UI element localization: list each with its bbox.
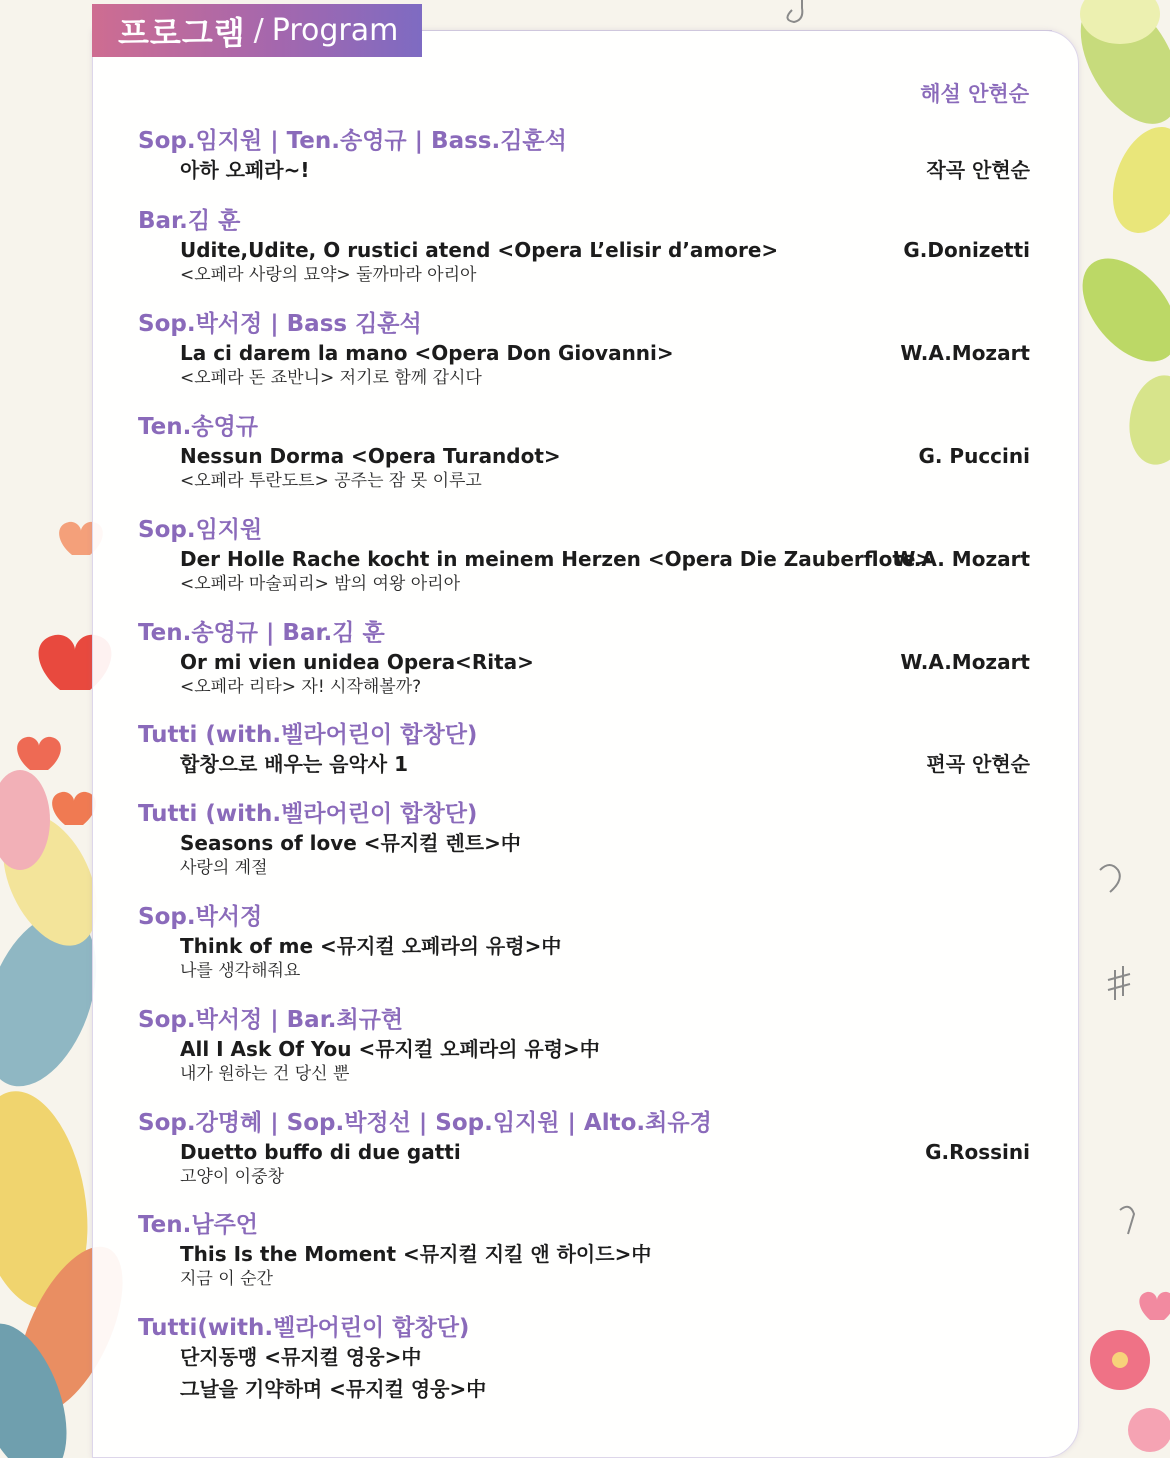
program-item — [138, 902, 1030, 982]
performers: Sop.박서정 | Bass 김훈석 — [138, 311, 422, 337]
composer: G.Donizetti — [903, 238, 1030, 262]
piece-subtitle: <오페라 마술피리> 밤의 여왕 아리아 — [180, 574, 461, 594]
composer: G. Puccini — [918, 444, 1030, 468]
program-item — [138, 412, 1030, 492]
title-separator: / — [253, 13, 264, 48]
piece-title: 그날을 기약하며 <뮤지컬 영웅>中 — [180, 1377, 487, 1401]
piece-title: Der Holle Rache kocht in meinem Herzen <Opera Die Zauberflote> — [180, 547, 933, 571]
piece-title: This Is the Moment <뮤지컬 지킬 앤 하이드>中 — [180, 1242, 652, 1266]
piece-title: Udite,Udite, O rustici atend <Opera L’elisir d’amore> — [180, 238, 779, 262]
piece-subtitle: 나를 생각해줘요 — [180, 961, 301, 981]
program-item — [138, 515, 1030, 595]
performers: Sop.임지원 | Ten.송영규 | Bass.김훈석 — [138, 128, 567, 154]
composer: 작곡 안현순 — [926, 158, 1030, 182]
piece-title: 아하 오페라~! — [180, 158, 310, 182]
program-item — [138, 1313, 1030, 1403]
piece-subtitle: <오페라 사랑의 묘약> 둘까마라 아리아 — [180, 265, 477, 285]
program-item — [138, 206, 1030, 286]
piece-subtitle: 사랑의 계절 — [180, 858, 268, 878]
performers: Tutti (with.벨라어린이 합창단) — [138, 722, 478, 748]
piece-subtitle: <오페라 리타> 자! 시작해볼까? — [180, 677, 422, 697]
performers: Ten.송영규 — [138, 414, 258, 440]
composer: 편곡 안현순 — [926, 752, 1030, 776]
performers: Ten.송영규 | Bar.김 훈 — [138, 620, 385, 646]
program-title-korean: 프로그램 — [118, 13, 246, 52]
program-header-tab — [92, 4, 422, 57]
piece-title: Seasons of love <뮤지컬 렌트>中 — [180, 831, 521, 855]
piece-title: Think of me <뮤지컬 오페라의 유령>中 — [180, 934, 562, 958]
performers: Tutti (with.벨라어린이 합창단) — [138, 801, 478, 827]
piece-subtitle: 내가 원하는 건 당신 뿐 — [180, 1064, 350, 1084]
program-item — [138, 1210, 1030, 1290]
piece-title: La ci darem la mano <Opera Don Giovanni> — [180, 341, 674, 365]
piece-title: Nessun Dorma <Opera Turandot> — [180, 444, 561, 468]
piece-subtitle: <오페라 투란도트> 공주는 잠 못 이루고 — [180, 471, 482, 491]
program-item — [138, 126, 1030, 184]
header-divider — [422, 30, 1052, 31]
program-item — [138, 799, 1030, 879]
piece-title: 합창으로 배우는 음악사 1 — [180, 752, 409, 776]
piece-subtitle: 지금 이 순간 — [180, 1269, 273, 1289]
performers: Sop.박서정 | Bar.최규현 — [138, 1007, 404, 1033]
piece-title: 단지동맹 <뮤지컬 영웅>中 — [180, 1345, 422, 1369]
program-item — [138, 618, 1030, 698]
composer: W.A.Mozart — [900, 341, 1030, 365]
piece-subtitle: <오페라 돈 죠반니> 저기로 함께 갑시다 — [180, 368, 482, 388]
composer: W.A. Mozart — [893, 547, 1030, 571]
piece-title: Or mi vien unidea Opera<Rita> — [180, 650, 534, 674]
program-item — [138, 720, 1030, 778]
performers: Sop.임지원 — [138, 517, 263, 543]
piece-subtitle: 고양이 이중창 — [180, 1167, 284, 1187]
program-item — [138, 1108, 1030, 1188]
performers: Sop.강명혜 | Sop.박정선 | Sop.임지원 | Alto.최유경 — [138, 1110, 712, 1136]
composer: G.Rossini — [925, 1140, 1030, 1164]
flower-decoration — [1090, 1330, 1170, 1452]
program-title-english: Program — [271, 13, 399, 48]
program-item — [138, 1005, 1030, 1085]
performers: Bar.김 훈 — [138, 208, 241, 234]
commentary-credit: 해설 안현순 — [920, 82, 1029, 106]
program-item — [138, 309, 1030, 389]
performers: Sop.박서정 — [138, 904, 263, 930]
piece-title: Duetto buffo di due gatti — [180, 1140, 461, 1164]
composer: W.A.Mozart — [900, 650, 1030, 674]
performers: Tutti(with.벨라어린이 합창단) — [138, 1315, 470, 1341]
piece-title: All I Ask Of You <뮤지컬 오페라의 유령>中 — [180, 1037, 600, 1061]
performers: Ten.남주언 — [138, 1212, 258, 1238]
